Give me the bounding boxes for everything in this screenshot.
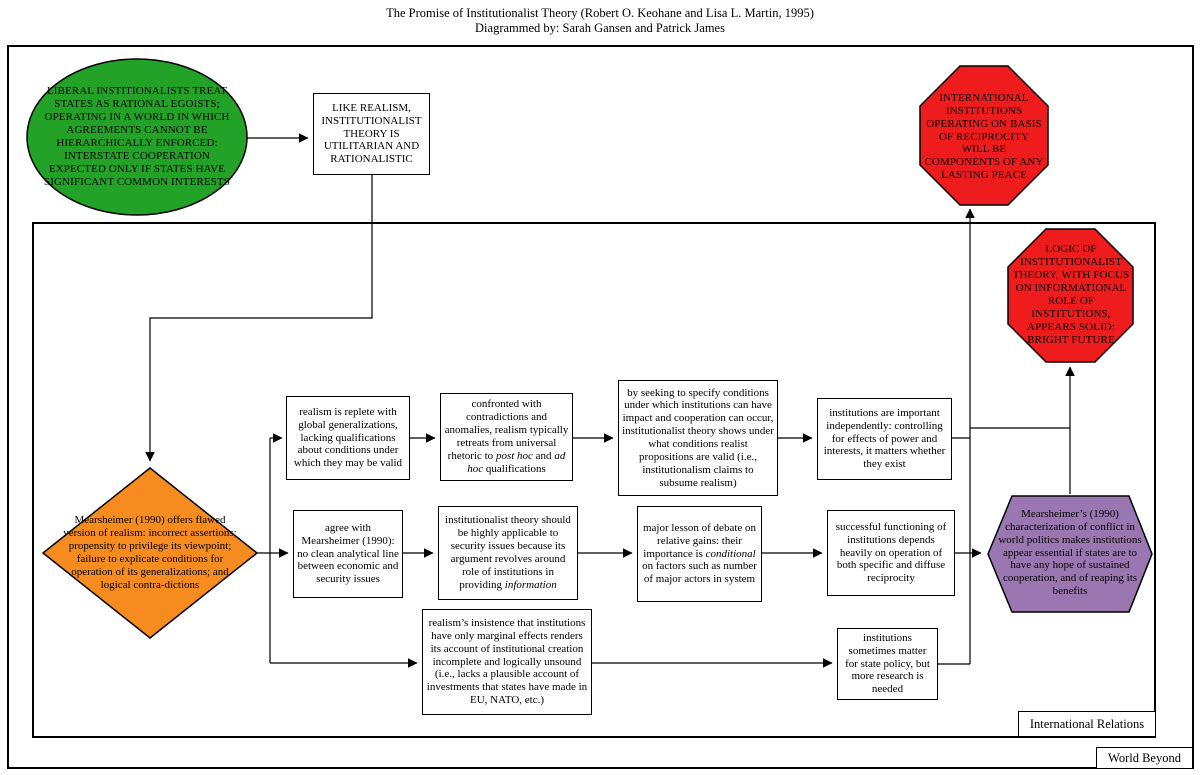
independent-box: institutions are important independently: controlling for effects of power and interests, it matters whether they exist (817, 398, 952, 480)
premise-text: LIBERAL INSTITIONALISTS TREAT STATES AS RATIONAL EGOISTS; OPERATING IN A WORLD IN WHICH AGREEMENTS CANNOT BE HIERARCHICALLY ENFORCED: INTERSTATE COOPERATION EXPECTED ONLY IF STATES HAVE SIGNIFICANT COMMON INTERESTS (44, 85, 230, 188)
generalizations-box: realism is replete with global generalizations, lacking qualifications about conditions under which they may be valid (286, 396, 410, 480)
utilitarian-box: LIKE REALISM, INSTITUTIONALIST THEORY IS UTILITARIAN AND RATIONALISTIC (313, 93, 430, 175)
contradictions-box: confronted with contradictions and anomalies, realism typically retreats from universal rhetoric to post hoc and ad hoc qualifications (440, 393, 573, 481)
international-relations-border (33, 223, 1155, 737)
characterization-text: Mearsheimer’s (1990) characterization of conflict in world politics makes institutions appear essential if states are to have any hope of sustained cooperation, and of reaping its benefits (998, 507, 1142, 598)
international-relations-label: International Relations (1018, 711, 1156, 737)
creation-box: realism’s insistence that institutions have only marginal effects renders its account of institutional creation incomplete and logically unsound (i.e., lacks a plausible account of investments that states have made in EU, NATO, etc.) (422, 609, 592, 715)
relative-gains-box: major lesson of debate on relative gains: their importance is conditional on factors such as number of major actors in system (637, 506, 762, 602)
world-beyond-label: World Beyond (1096, 747, 1193, 769)
security-box: institutionalist theory should be highly applicable to security issues because its argument revolves around role of institutions in providing information (438, 506, 578, 600)
peace-text: INTERNATIONAL INSTITUTIONS OPERATING ON BASIS OF RECIPROCITY WILL BE COMPONENTS OF ANY LASTING PEACE (924, 91, 1044, 182)
diagram-title: The Promise of Institutionalist Theory (Robert O. Keohane and Lisa L. Martin, 1995) (386, 6, 814, 20)
reciprocity-box: successful functioning of institutions depends heavily on operation of both specific and diffuse reciprocity (827, 510, 955, 596)
subsume-box: by seeking to specify conditions under which institutions can have impact and cooperation can occur, institutionalist theory shows under what conditions realist propositions are valid (i.e., institutionalism claims to subsume realism) (618, 380, 778, 496)
agree-box: agree with Mearsheimer (1990): no clean analytical line between economic and security issues (293, 510, 403, 598)
research-box: institutions sometimes matter for state policy, but more research is needed (837, 628, 938, 700)
diagram-subtitle: Diagrammed by: Sarah Gansen and Patrick James (475, 21, 725, 35)
logic-text: LOGIC OF INSTITUTIONALIST THEORY, WITH FOCUS ON INFORMATIONAL ROLE OF INSTITUTIONS, APPEARS SOLID: BRIGHT FUTURE (1012, 243, 1130, 346)
critique-text: Mearsheimer (1990) offers flawed version of realism: incorrect assertions; propensity to privilege its viewpoint; failure to explicate conditions for operation of its generalizations; and logical contra-dictions (63, 514, 237, 591)
